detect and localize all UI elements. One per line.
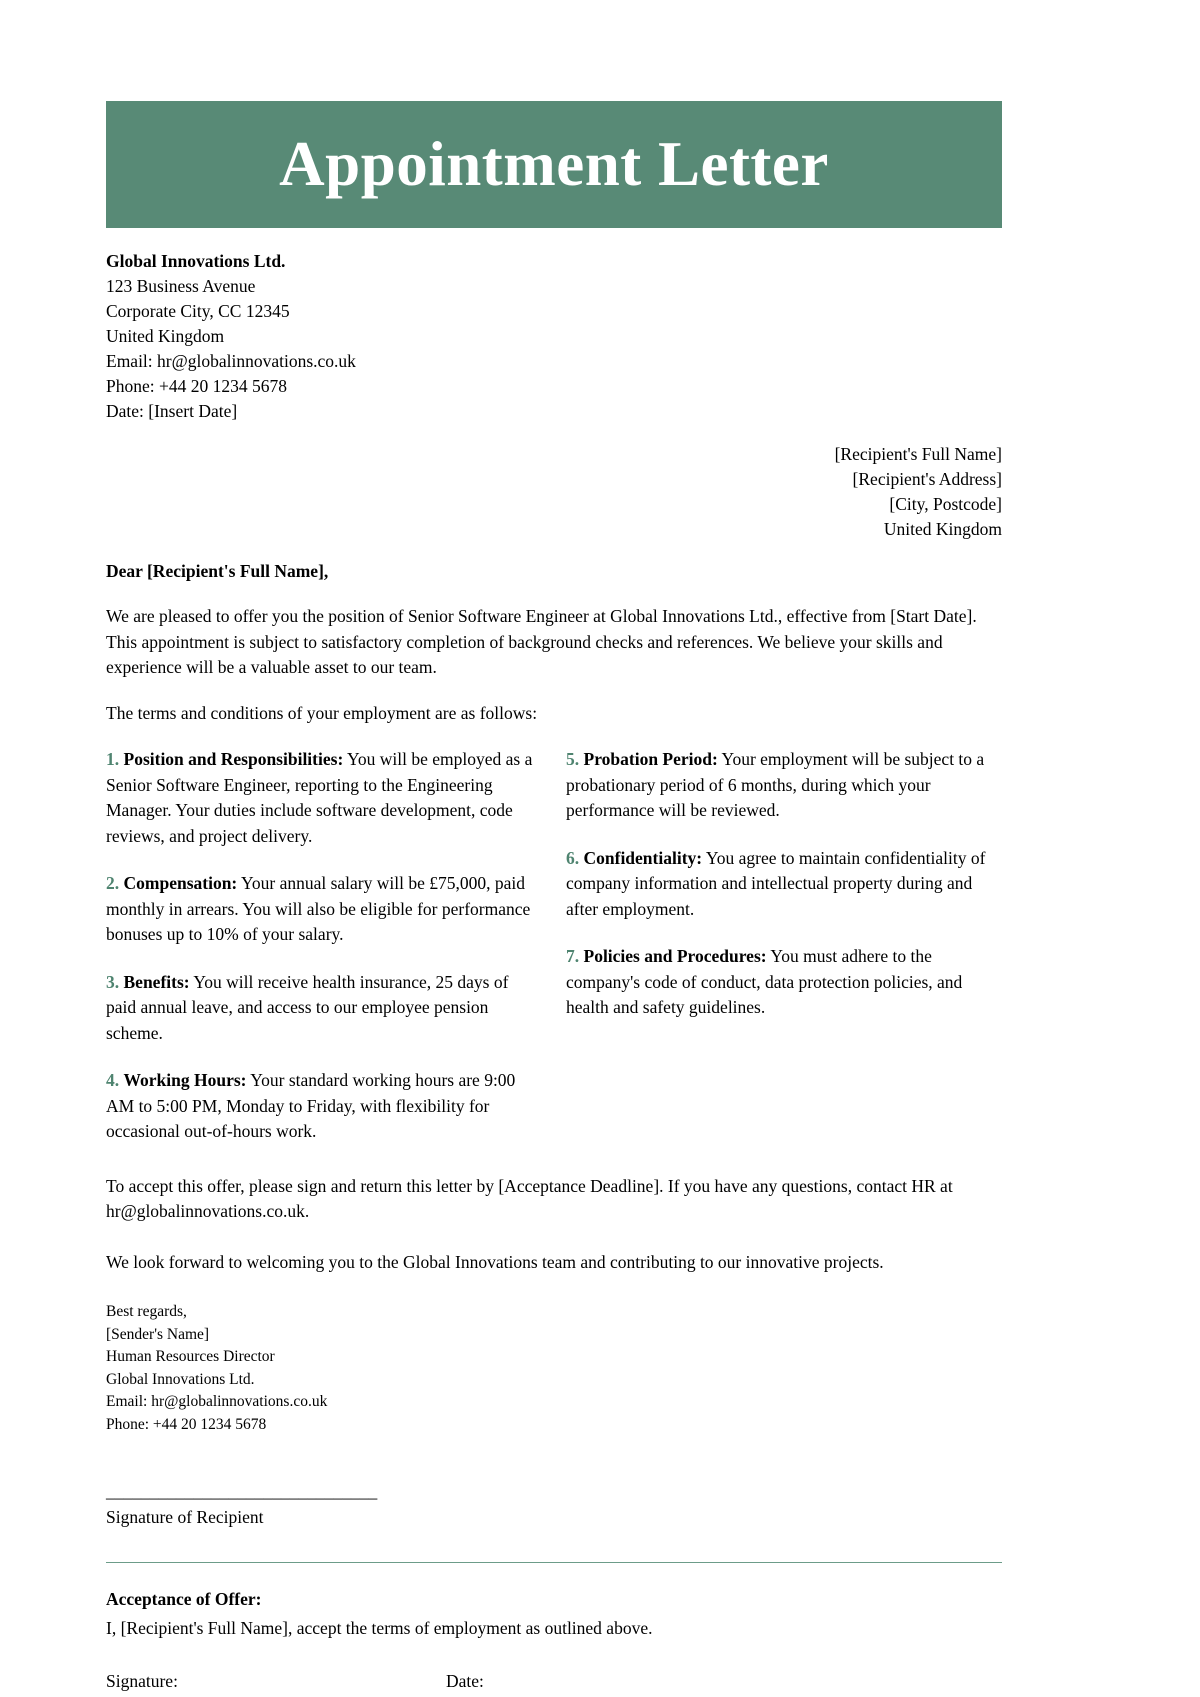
acceptance-instruction-paragraph: To accept this offer, please sign and return this letter by [Acceptance Deadline]. If you have any questions, contact HR at hr@globalinnovations.co.uk. <box>106 1175 953 1221</box>
term-title: Confidentiality: <box>583 847 703 868</box>
recipient-address-block <box>106 442 1002 542</box>
terms-lead-in: The terms and conditions of your employment are as follows: <box>106 702 538 723</box>
signature-caption: Signature of Recipient <box>106 1506 264 1527</box>
signoff-sender-title: Human Resources Director <box>106 1348 275 1366</box>
signoff-block <box>106 1301 1002 1437</box>
signoff-sender-company: Global Innovations Ltd. <box>106 1370 255 1388</box>
signoff-sender-name: [Sender's Name] <box>106 1325 210 1343</box>
term-text: Your employment will be subject to a probationary period of 6 months, during which your performance will be reviewed. <box>566 749 985 820</box>
acceptance-date-label: Date: <box>446 1670 484 1691</box>
term-title: Policies and Procedures: <box>583 946 767 966</box>
sender-city-line: Corporate City, CC 12345 <box>106 301 290 321</box>
document-content <box>106 0 1002 1694</box>
term-item <box>106 1068 542 1145</box>
term-text: You must adhere to the company's code of conduct, data protection policies, and health and safety guidelines. <box>566 946 963 1017</box>
welcome-paragraph: We look forward to welcoming you to the Global Innovations team and contributing to our innovative projects. <box>106 1251 884 1272</box>
best-regards: Best regards, <box>106 1303 187 1320</box>
term-item <box>106 871 542 948</box>
sender-email: Email: hr@globalinnovations.co.uk <box>106 351 356 371</box>
letter-header-banner <box>106 101 1002 228</box>
recipient-signature-area <box>106 1479 1002 1530</box>
term-item <box>106 970 542 1047</box>
term-item <box>566 944 1002 1021</box>
sender-address-block <box>106 249 1002 424</box>
term-text: You will be employed as a Senior Software Engineer, reporting to the Engineering Manager. Your duties include software development, code reviews, and project delivery. <box>106 749 533 846</box>
sender-phone: Phone: +44 20 1234 5678 <box>106 376 287 396</box>
letter-date: Date: [Insert Date] <box>106 401 238 421</box>
term-number: 1. <box>106 749 120 769</box>
term-number: 7. <box>566 946 580 966</box>
signature-line: _______________________________ <box>106 1480 378 1501</box>
term-item <box>566 846 1002 923</box>
signoff-sender-email: Email: hr@globalinnovations.co.uk <box>106 1393 328 1411</box>
term-number: 3. <box>106 971 120 992</box>
acceptance-statement: I, [Recipient's Full Name], accept the terms of employment as outlined above. <box>106 1617 653 1638</box>
salutation: Dear [Recipient's Full Name], <box>106 561 329 581</box>
term-text: Your annual salary will be £75,000, paid monthly in arrears. You will also be eligible for performance bonuses up to 10% of your salary. <box>106 873 531 944</box>
term-title: Benefits: <box>123 971 190 992</box>
acceptance-signature-label: Signature: <box>106 1670 178 1691</box>
recipient-country: United Kingdom <box>883 519 1002 539</box>
term-text: Your standard working hours are 9:00 AM to 5:00 PM, Monday to Friday, with flexibility for occasional out-of-hours work. <box>106 1070 516 1141</box>
term-item <box>106 747 542 849</box>
term-number: 5. <box>566 749 580 769</box>
page-title: Appointment Letter <box>279 129 829 199</box>
recipient-name: [Recipient's Full Name] <box>834 444 1002 464</box>
acceptance-fields-row <box>106 1669 1002 1694</box>
signoff-sender-phone: Phone: +44 20 1234 5678 <box>106 1415 267 1433</box>
term-text: You will receive health insurance, 25 days of paid annual leave, and access to our employee pension scheme. <box>106 971 509 1043</box>
sender-country: United Kingdom <box>106 326 225 346</box>
term-number: 2. <box>106 873 120 893</box>
term-number: 4. <box>106 1070 120 1090</box>
term-title: Compensation: <box>123 873 238 893</box>
terms-column-right <box>566 747 1002 1145</box>
term-item <box>566 747 1002 824</box>
intro-paragraph: We are pleased to offer you the position of Senior Software Engineer at Global Innovations Ltd., effective from [Start Date]. This appointment is subject to satisfactory completion of background checks and references. We believe your skills and experience will be a valuable asset to our team. <box>106 606 977 677</box>
recipient-city: [City, Postcode] <box>889 494 1002 514</box>
term-title: Working Hours: <box>123 1070 247 1090</box>
term-title: Probation Period: <box>583 749 718 769</box>
terms-column-left <box>106 747 542 1145</box>
term-number: 6. <box>566 847 580 868</box>
term-title: Position and Responsibilities: <box>123 749 344 769</box>
acceptance-title: Acceptance of Offer: <box>106 1588 262 1609</box>
terms-section <box>106 747 1002 1145</box>
recipient-address: [Recipient's Address] <box>852 469 1002 489</box>
sender-street: 123 Business Avenue <box>106 276 256 296</box>
sender-company-name: Global Innovations Ltd. <box>106 251 286 271</box>
section-divider <box>106 1562 1002 1563</box>
term-text: You agree to maintain confidentiality of company information and intellectual property during and after employment. <box>566 847 986 919</box>
